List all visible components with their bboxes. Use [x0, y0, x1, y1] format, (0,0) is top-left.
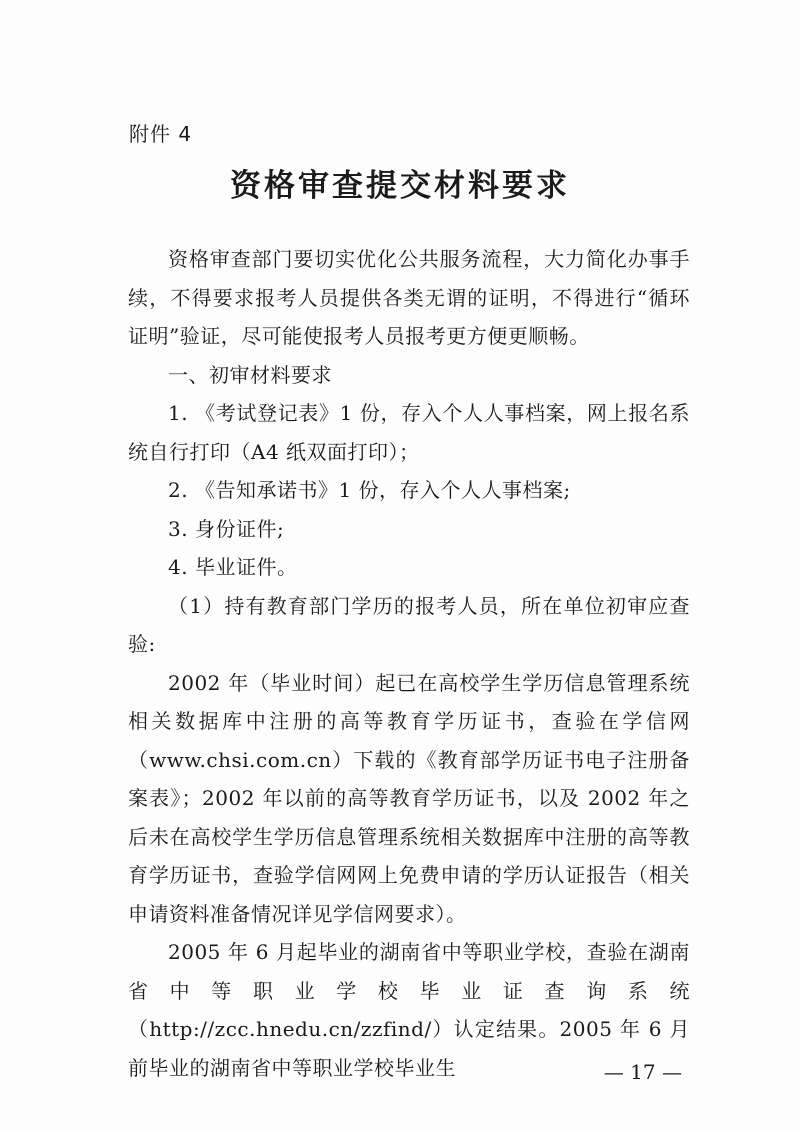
- list-item: 2. 《告知承诺书》1 份，存入个人人事档案;: [168, 478, 571, 502]
- list-item: 3. 身份证件;: [168, 516, 285, 541]
- body-paragraph: 2005 年 6 月起毕业的湖南省中等职业学校，查验在湖南省中等职业学校毕业证查询系统（http://zcc.hnedu.cn/zzfind/）认定结果。2005 年 6 月前毕业的湖南省中等职业学校毕业生: [128, 940, 690, 1080]
- list-item: 4. 毕业证件。: [168, 555, 298, 579]
- sub-item: （1）持有教育部门学历的报考人员，所在单位初审应查验:: [128, 593, 690, 656]
- attachment-label: 附件 4: [129, 122, 193, 146]
- intro-paragraph: 资格审查部门要切实优化公共服务流程，大力简化办事手续，不得要求报考人员提供各类无谓的证明，不得进行“循环证明”验证，尽可能使报考人员报考更方便更顺畅。: [128, 247, 690, 348]
- page-number: — 17 —: [603, 1060, 682, 1084]
- document-body: [128, 240, 690, 1087]
- body-paragraph: 2002 年（毕业时间）起已在高校学生学历信息管理系统相关数据库中注册的高等教育学历证书，查验在学信网（www.chsi.com.cn）下载的《教育部学历证书电子注册备案表》；2002 年以前的高等教育学历证书，以及 2002 年之后未在高校学生学历信息管理系统相关数据库中注册的高等教育学历证书，查验学信网网上免费申请的学历认证报告（相关申请资料准备情况详见学信网要求）。: [128, 670, 690, 926]
- document-title: 资格审查提交材料要求: [230, 168, 570, 204]
- section-heading: 一、初审材料要求: [168, 362, 332, 387]
- list-item: 1. 《考试登记表》1 份，存入个人人事档案，网上报名系统自行打印（A4 纸双面打印）；: [128, 401, 690, 464]
